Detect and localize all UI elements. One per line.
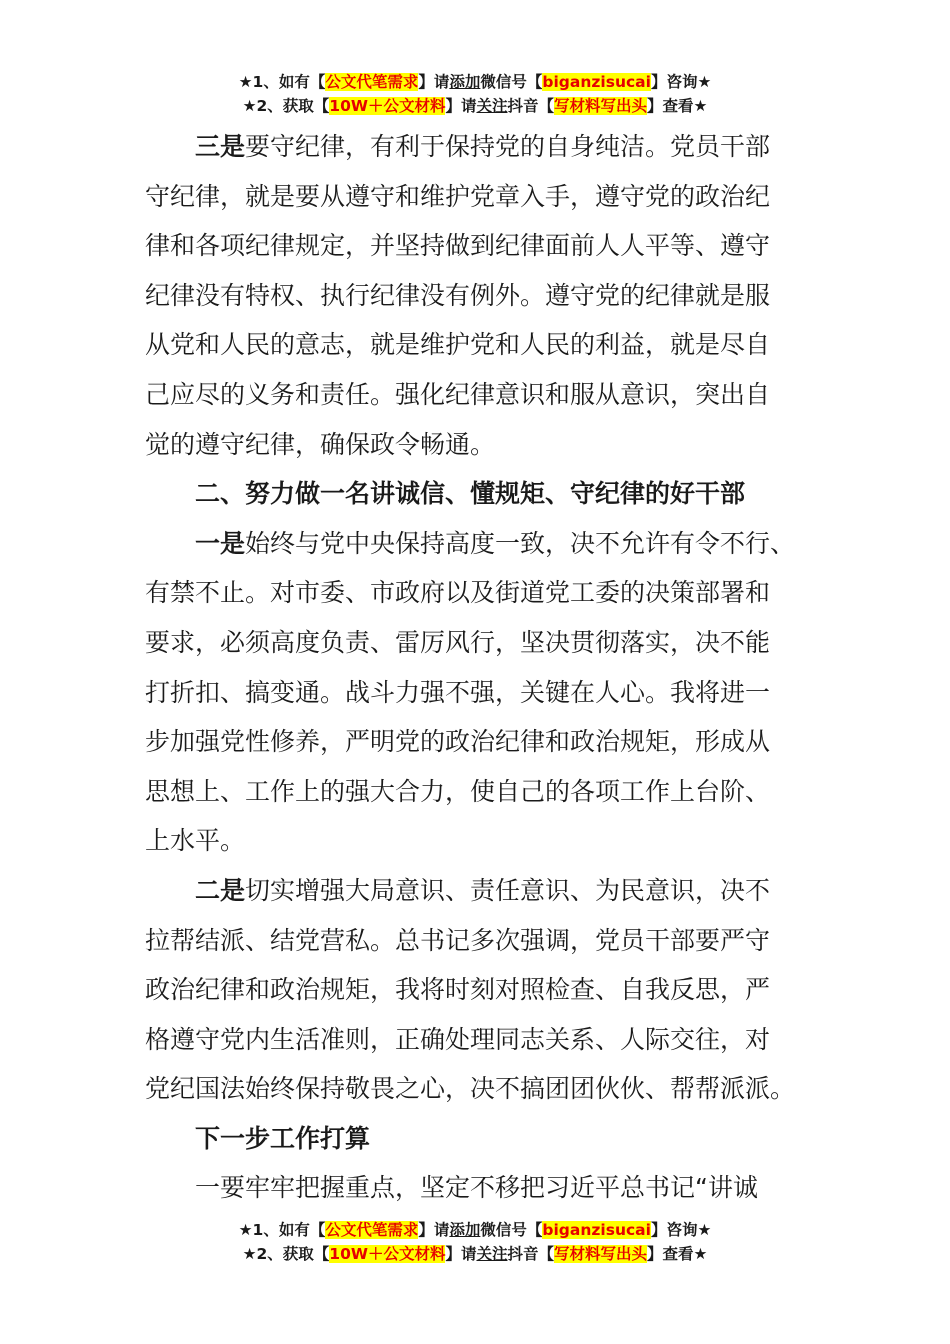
footer-promo-line-1: ★1、如有【公文代笔需求】请添加微信号【biganzisucai】咨询★ xyxy=(238,1221,712,1239)
star-icon: ★ xyxy=(238,1221,253,1239)
wechat-id: biganzisucai xyxy=(542,1221,651,1239)
douyin-account: 写材料写出头 xyxy=(554,1245,648,1263)
star-icon: ★ xyxy=(242,1245,257,1263)
highlight-text: 公文代笔需求 xyxy=(325,1221,419,1239)
header-promo-line-2: ★2、获取【10W＋公文材料】请关注抖音【写材料写出头】查看★ xyxy=(242,97,708,115)
star-icon: ★ xyxy=(238,73,253,91)
paragraph-discipline: 三是要守纪律，有利于保持党的自身纯洁。党员干部 守纪律，就是要从遵守和维护党章入手，遵守党的政治纪 律和各项纪律规定，并坚持做到纪律面前人人平等、遵守 纪律没有特权、执行纪律没有例外。遵守党的纪律就是服 从党和人民的意志，就是维护党和人民的利益，就是尽自 己应尽的义务和责任。强化纪律意识和服从意识，突出自 觉的遵守纪律，确保政令畅通。 xyxy=(145,132,771,459)
highlight-text: 10W＋公文材料 xyxy=(329,97,446,115)
highlight-text: 公文代笔需求 xyxy=(325,73,419,91)
section-heading-2: 二、努力做一名讲诚信、懂规矩、守纪律的好干部 xyxy=(195,479,746,509)
wechat-id: biganzisucai xyxy=(542,73,651,91)
paragraph-lead: 一是 xyxy=(195,528,246,558)
section-heading-next-steps: 下一步工作打算 xyxy=(195,1123,371,1153)
document-body xyxy=(145,122,813,1213)
paragraph-lead: 三是 xyxy=(195,132,246,161)
paragraph-consistency: 一是始终与党中央保持高度一致，决不允许有令不行、 有禁不止。对市委、市政府以及街道党工委的决策部署和 要求，必须高度负责、雷厉风行，坚决贯彻落实，决不能 打折扣、搞变通。战斗力强不强，关键在人心。我将进一 步加强党性修养，严明党的政治纪律和政治规矩，形成从 思想上、工作上的强大合力，使自己的各项工作上台阶、 上水平。 xyxy=(145,528,796,856)
footer-promo-line-2: ★2、获取【10W＋公文材料】请关注抖音【写材料写出头】查看★ xyxy=(242,1245,708,1263)
header-promo-line-1: ★1、如有【公文代笔需求】请添加微信号【biganzisucai】咨询★ xyxy=(238,73,712,91)
paragraph-lead: 二是 xyxy=(195,875,246,905)
star-icon: ★ xyxy=(242,97,257,115)
paragraph-next-steps: 一要牢牢把握重点，坚定不移把习近平总书记“讲诚 xyxy=(195,1173,758,1203)
paragraph-awareness: 二是切实增强大局意识、责任意识、为民意识，决不 拉帮结派、结党营私。总书记多次强调，党员干部要严守 政治纪律和政治规矩，我将时刻对照检查、自我反思，严 格遵守党内生活准则，正确处理同志关系、人际交往，对 党纪国法始终保持敬畏之心，决不搞团团伙伙、帮帮派派。 xyxy=(145,875,796,1104)
highlight-text: 10W＋公文材料 xyxy=(329,1245,446,1263)
douyin-account: 写材料写出头 xyxy=(554,97,648,115)
